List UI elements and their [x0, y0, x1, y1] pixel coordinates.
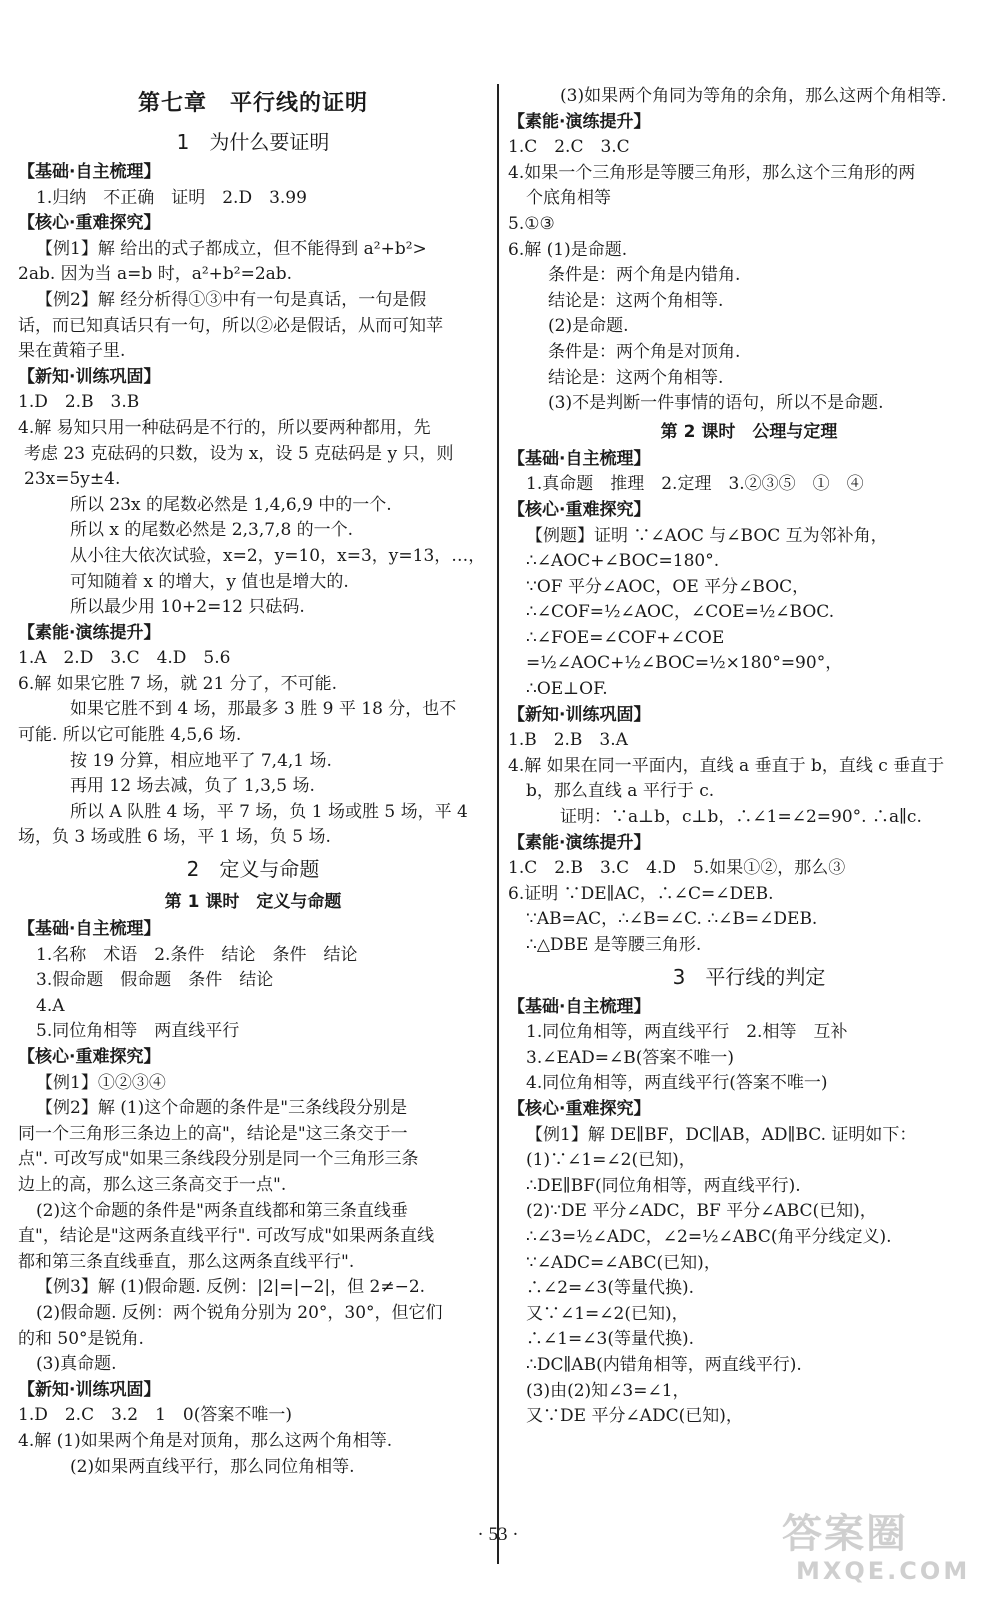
text-line: ∴DE∥BF(同位角相等，两直线平行).	[526, 1175, 801, 1196]
text-line: (2)是命题.	[548, 316, 629, 337]
left-column	[18, 84, 488, 1480]
text-line: 6.解 (1)是命题.	[508, 239, 628, 260]
watermark-url: MXQE.COM	[796, 1557, 971, 1585]
text-line: ∴△DBE 是等腰三角形.	[526, 935, 702, 955]
text-line: 果在黄箱子里.	[18, 341, 126, 362]
section-heading: 【核心·重难探究】	[508, 499, 651, 520]
section-heading: 【基础·自主梳理】	[508, 996, 651, 1017]
text-line: ∵∠ADC=∠ABC(已知)，	[526, 1252, 721, 1273]
section-heading: 【素能·演练提升】	[508, 832, 651, 853]
text-line: 4.解 易知只用一种砝码是不行的，所以要两种都用，先	[18, 417, 431, 438]
text-line: 6.解 如果它胜 7 场，就 21 分了，不可能.	[18, 673, 338, 694]
text-line: 1.C 2.C 3.C	[508, 137, 630, 158]
text-line: 话，而已知真话只有一句，所以②必是假话，从而可知苹	[18, 315, 443, 336]
text-line: (3)真命题.	[36, 1354, 117, 1375]
lesson-title: 第 1 课时 定义与命题	[164, 892, 342, 913]
section-heading: 【核心·重难探究】	[508, 1098, 651, 1119]
text-line: 1.D 2.C 3.2 1 0(答案不唯一)	[18, 1405, 293, 1426]
text-line: 条件是：两个角是对顶角.	[548, 341, 741, 362]
section-title: 3 平行线的判定	[672, 964, 826, 989]
text-line: 1.C 2.B 3.C 4.D 5.如果①②，那么③	[508, 858, 846, 879]
text-line: 5.①③	[508, 213, 555, 234]
watermark-text: 答案圈	[782, 1511, 908, 1557]
text-line: 直"，结论是"这两条直线平行". 可改写成"如果两条直线	[18, 1226, 435, 1247]
text-line: ∴∠FOE=∠COF+∠COE	[526, 627, 725, 648]
section-heading: 【核心·重难探究】	[18, 1047, 161, 1067]
text-line: 1.D 2.B 3.B	[18, 392, 140, 413]
text-line: 边上的高，那么这三条高交于一点".	[18, 1174, 287, 1195]
text-line: 【例2】解 (1)这个命题的条件是"三条线段分别是	[36, 1098, 408, 1119]
text-line: 1.同位角相等，两直线平行 2.相等 互补	[526, 1022, 848, 1043]
text-line: 考虑 23 克砝码的只数，设为 x，设 5 克砝码是 y 只，则	[24, 443, 454, 464]
text-line: 【例1】①②③④	[36, 1072, 166, 1093]
text-line: 1.A 2.D 3.C 4.D 5.6	[18, 648, 231, 669]
section-heading: 【素能·演练提升】	[508, 111, 651, 132]
text-line: ∴∠COF=½∠AOC，∠COE=½∠BOC.	[526, 602, 835, 623]
lesson-title: 第 2 课时 公理与定理	[660, 421, 838, 442]
text-line: 场，负 3 场或胜 6 场，平 1 场，负 5 场.	[18, 827, 331, 848]
text-line: 按 19 分算，相应地平了 7,4,1 场.	[70, 750, 332, 771]
text-line: 4.同位角相等，两直线平行(答案不唯一)	[526, 1073, 828, 1094]
text-line: 4.如果一个三角形是等腰三角形，那么这个三角形的两	[508, 162, 916, 183]
text-line: 2ab. 因为当 a=b 时，a²+b²=2ab.	[18, 264, 293, 285]
column-divider	[497, 84, 499, 1564]
text-line: (2)假命题. 反例：两个锐角分别为 20°，30°，但它们	[36, 1302, 443, 1323]
text-line: 4.A	[36, 995, 65, 1016]
page-number: · 53 ·	[477, 1524, 519, 1545]
text-line: 所以 A 队胜 4 场，平 7 场，负 1 场或胜 5 场，平 4	[70, 801, 468, 822]
section-title: 2 定义与命题	[186, 857, 320, 882]
text-line: 结论是：这两个角相等.	[548, 367, 724, 388]
text-line: 证明：∵a⊥b，c⊥b，∴∠1=∠2=90°. ∴a∥c.	[560, 807, 922, 828]
text-line: ∴∠3=½∠ADC，∠2=½∠ABC(角平分线定义).	[526, 1226, 892, 1247]
text-line: 【例3】解 (1)假命题. 反例：|2|=|−2|，但 2≠−2.	[36, 1277, 426, 1298]
text-line: 1.B 2.B 3.A	[508, 730, 628, 751]
text-line: ∴∠2=∠3(等量代换).	[526, 1278, 695, 1299]
text-line: 1.真命题 推理 2.定理 3.②③⑤ ① ④	[526, 474, 864, 495]
text-line: ∵OF 平分∠AOC，OE 平分∠BOC，	[526, 576, 810, 597]
text-line: (2)∵DE 平分∠ADC，BF 平分∠ABC(已知)，	[526, 1201, 877, 1222]
text-line: 1.归纳 不正确 证明 2.D 3.99	[36, 187, 307, 208]
text-line: ∴DC∥AB(内错角相等，两直线平行).	[526, 1354, 802, 1375]
text-line: 个底角相等	[526, 188, 611, 209]
section-heading: 【新知·训练巩固】	[508, 704, 651, 725]
text-line: (2)这个命题的条件是"两条直线都和第三条直线垂	[36, 1200, 408, 1221]
text-line: 都和第三条直线垂直，那么这两条直线平行".	[18, 1251, 355, 1272]
text-line: b，那么直线 a 平行于 c.	[526, 781, 715, 802]
text-line: 从小往大依次试验，x=2，y=10，x=3，y=13，…，	[70, 545, 486, 566]
text-line: 同一个三角形三条边上的高"，结论是"这三条交于一	[18, 1123, 408, 1144]
text-line: 可能. 所以它可能胜 4,5,6 场.	[18, 725, 242, 746]
text-line: 又∵∠1=∠2(已知)，	[526, 1303, 689, 1324]
chapter-title: 第七章 平行线的证明	[137, 91, 368, 116]
text-line: 5.同位角相等 两直线平行	[36, 1021, 240, 1042]
text-line: 结论是：这两个角相等.	[548, 290, 724, 311]
text-line: =½∠AOC+½∠BOC=½×180°=90°，	[526, 653, 843, 674]
section-heading: 【素能·演练提升】	[18, 622, 161, 643]
text-line: 【例题】证明 ∵∠AOC 与∠BOC 互为邻补角，	[526, 525, 888, 546]
text-line: 3.假命题 假命题 条件 结论	[36, 970, 274, 991]
text-line: ∴∠AOC+∠BOC=180°.	[526, 551, 720, 572]
text-line: 条件是：两个角是内错角.	[548, 265, 741, 286]
section-title: 1 为什么要证明	[176, 130, 330, 154]
section-heading: 【基础·自主梳理】	[508, 448, 651, 469]
text-line: 4.解 如果在同一平面内，直线 a 垂直于 b，直线 c 垂直于	[508, 755, 945, 776]
text-line: 又∵DE 平分∠ADC(已知)，	[526, 1406, 743, 1427]
text-line: ∵AB=AC，∴∠B=∠C. ∴∠B=∠DEB.	[526, 909, 818, 930]
section-heading: 【基础·自主梳理】	[18, 162, 161, 182]
text-line: 4.解 (1)如果两个角是对顶角，那么这两个角相等.	[18, 1430, 393, 1451]
text-line: (2)如果两直线平行，那么同位角相等.	[70, 1456, 355, 1477]
section-heading: 【新知·训练巩固】	[18, 366, 161, 387]
text-line: (3)由(2)知∠3=∠1，	[526, 1380, 690, 1401]
text-line: 6.证明 ∵DE∥AC，∴∠C=∠DEB.	[508, 883, 774, 904]
text-line: 【例2】解 经分析得①③中有一句是真话，一句是假	[36, 289, 427, 310]
text-line: (3)如果两个角同为等角的余角，那么这两个角相等.	[560, 86, 947, 106]
right-column	[508, 84, 990, 1430]
text-line: 再用 12 场去减，负了 1,3,5 场.	[70, 776, 315, 797]
text-line: 点". 可改写成"如果三条线段分别是同一个三角形三条	[18, 1149, 419, 1170]
text-line: 3.∠EAD=∠B(答案不唯一)	[526, 1047, 735, 1068]
section-heading: 【新知·训练巩固】	[18, 1379, 161, 1400]
text-line: 【例1】解 给出的式子都成立，但不能得到 a²+b²>	[36, 238, 427, 259]
text-line: (3)不是判断一件事情的语句，所以不是命题.	[548, 393, 884, 414]
text-line: ∴∠1=∠3(等量代换).	[526, 1329, 695, 1350]
text-line: 可知随着 x 的增大，y 值也是增大的.	[70, 571, 349, 592]
text-line: 如果它胜不到 4 场，那最多 3 胜 9 平 18 分，也不	[70, 699, 457, 720]
text-line: 的和 50°是锐角.	[18, 1328, 144, 1349]
text-line: 所以 x 的尾数必然是 2,3,7,8 的一个.	[70, 520, 354, 541]
text-line: (1)∵∠1=∠2(已知)，	[526, 1150, 696, 1171]
watermark-logo	[782, 1512, 982, 1596]
text-line: 所以 23x 的尾数必然是 1,4,6,9 中的一个.	[70, 494, 392, 515]
text-line: 23x=5y±4.	[24, 469, 121, 490]
text-line: ∴OE⊥OF.	[526, 679, 608, 700]
text-line: 【例1】解 DE∥BF，DC∥AB，AD∥BC. 证明如下：	[526, 1124, 917, 1145]
section-heading: 【核心·重难探究】	[18, 213, 161, 234]
text-line: 所以最少用 10+2=12 只砝码.	[70, 597, 305, 618]
text-line: 1.名称 术语 2.条件 结论 条件 结论	[36, 944, 358, 965]
section-heading: 【基础·自主梳理】	[18, 919, 161, 940]
